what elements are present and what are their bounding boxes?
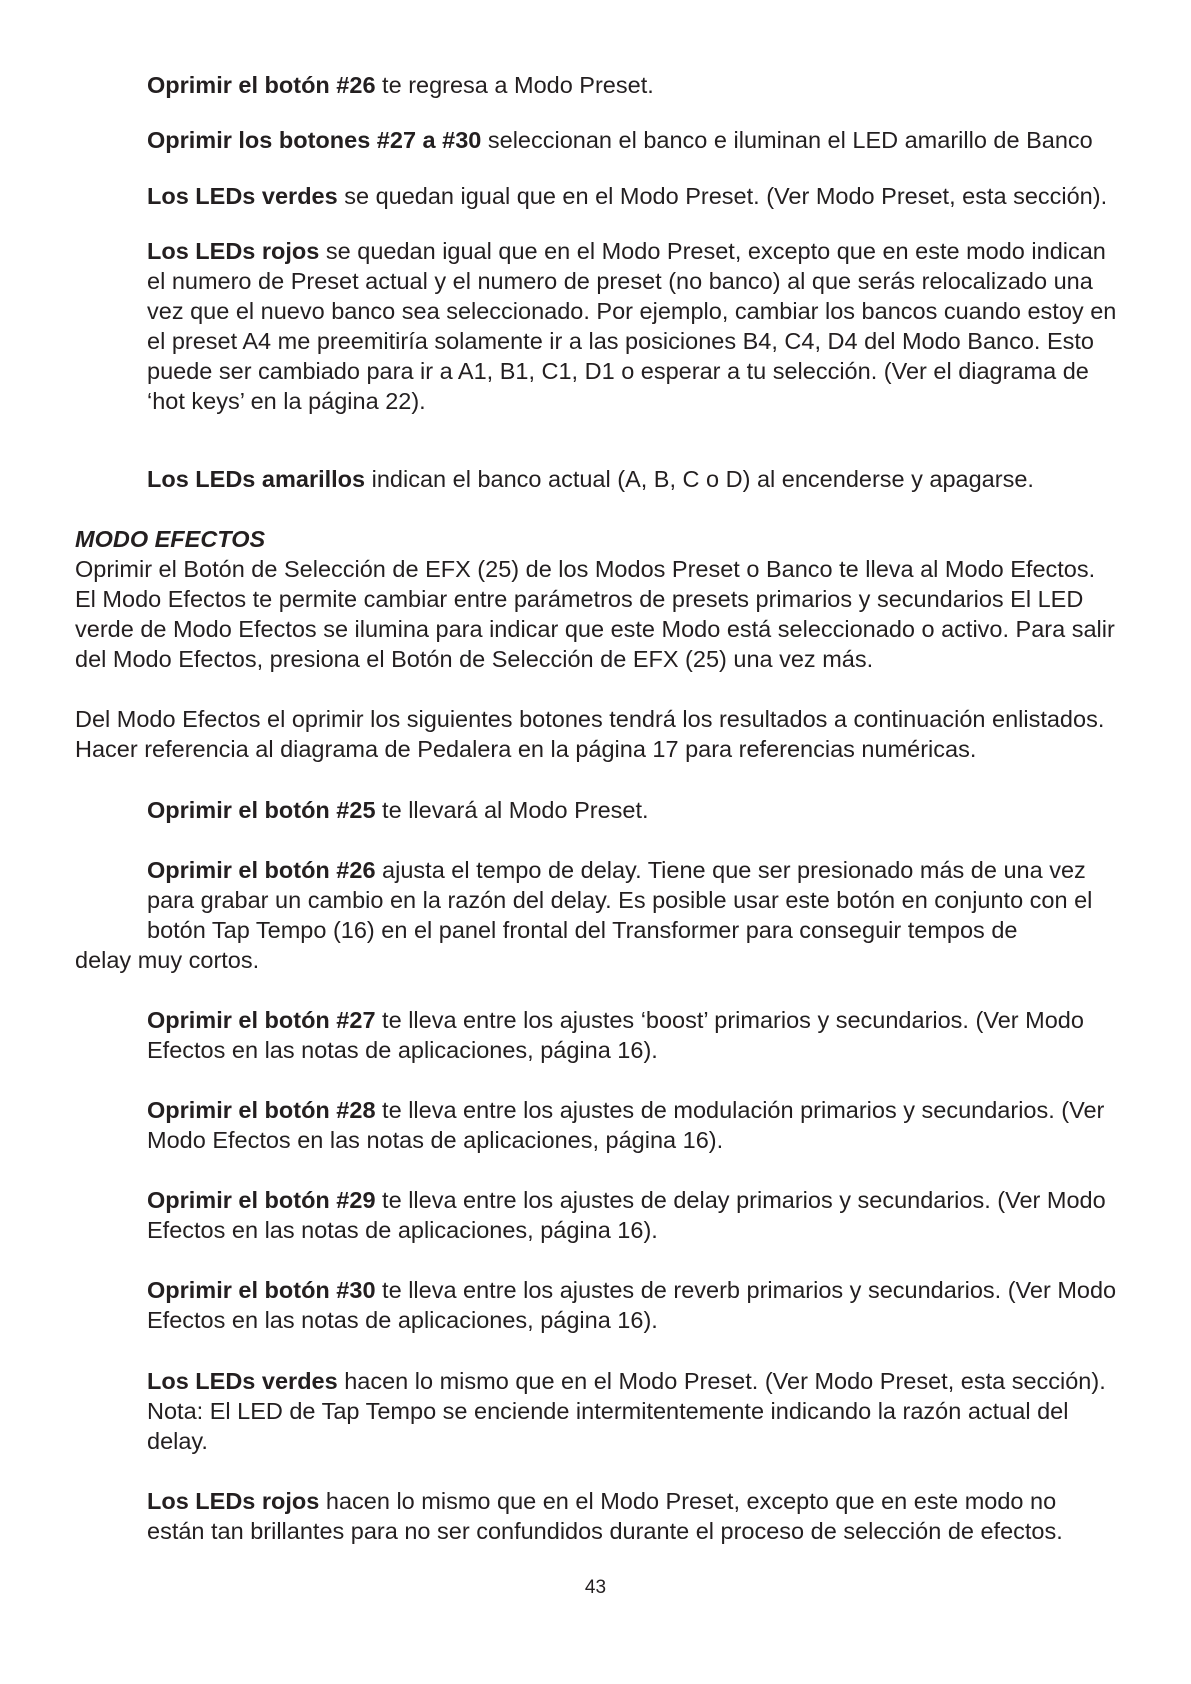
text-line: Oprimir el botón #26 te regresa a Modo Preset. — [147, 72, 654, 98]
text-line: Los LEDs verdes se quedan igual que en el Modo Preset. (Ver Modo Preset, esta sección). — [147, 183, 1108, 209]
text-line: el numero de Preset actual y el numero de preset (no banco) al que serás relocalizado una — [147, 268, 1093, 294]
bold-lead: Oprimir el botón #28 — [147, 1097, 376, 1123]
paragraph-red-leds-effects — [147, 1486, 1167, 1546]
bold-lead: Oprimir el botón #26 — [147, 857, 376, 883]
paragraph-yellow-leds — [147, 464, 1167, 494]
paragraph-effects-mode-buttons — [75, 704, 1167, 764]
bold-lead: Oprimir el botón #25 — [147, 797, 376, 823]
bold-lead: Oprimir el botón #26 — [147, 72, 376, 98]
text-line: delay muy cortos. — [75, 947, 260, 973]
text-line: Oprimir el Botón de Selección de EFX (25) de los Modos Preset o Banco te lleva al Modo Efectos. — [75, 556, 1096, 582]
text-line: Modo Efectos en las notas de aplicaciones, página 16). — [147, 1127, 724, 1153]
paragraph-button-28 — [147, 1095, 1167, 1155]
bold-lead: Los LEDs rojos — [147, 1488, 320, 1514]
text-line: Hacer referencia al diagrama de Pedalera en la página 17 para referencias numéricas. — [75, 736, 977, 762]
text-line: Oprimir el botón #29 te lleva entre los ajustes de delay primarios y secundarios. (Ver Modo — [147, 1187, 1106, 1213]
text-line: el preset A4 me preemitiría solamente ir a las posiciones B4, C4, D4 del Modo Banco. Esto — [147, 328, 1094, 354]
paragraph-red-leds — [147, 236, 1167, 416]
bold-lead: Los LEDs amarillos — [147, 466, 366, 492]
text-line: Los LEDs amarillos indican el banco actual (A, B, C o D) al encenderse y apagarse. — [147, 466, 1034, 492]
text-line: botón Tap Tempo (16) en el panel frontal del Transformer para conseguir tempos de — [147, 917, 1018, 943]
bold-lead: Los LEDs verdes — [147, 1368, 338, 1394]
bold-lead: Los LEDs rojos — [147, 238, 320, 264]
paragraph-button-26-delay — [75, 855, 1167, 975]
text-line: Oprimir el botón #26 ajusta el tempo de delay. Tiene que ser presionado más de una vez — [147, 857, 1086, 883]
text-line: Nota: El LED de Tap Tempo se enciende intermitentemente indicando la razón actual del — [147, 1398, 1069, 1424]
paragraph-green-leds — [147, 181, 1167, 211]
bold-lead: Los LEDs verdes — [147, 183, 338, 209]
bold-lead: Oprimir el botón #29 — [147, 1187, 376, 1213]
text-line: ‘hot keys’ en la página 22). — [147, 388, 426, 414]
text-line: Oprimir los botones #27 a #30 seleccionan el banco e iluminan el LED amarillo de Banco — [147, 127, 1093, 153]
paragraph-button-27 — [147, 1005, 1167, 1065]
text-line: Los LEDs rojos se quedan igual que en el Modo Preset, excepto que en este modo indican — [147, 238, 1106, 264]
bold-lead: Oprimir el botón #27 — [147, 1007, 376, 1033]
text-line: Del Modo Efectos el oprimir los siguientes botones tendrá los resultados a continuación enlistados. — [75, 706, 1105, 732]
text-line: verde de Modo Efectos se ilumina para indicar que este Modo está seleccionado o activo. Para salir — [75, 616, 1115, 642]
bold-lead: Oprimir el botón #30 — [147, 1277, 376, 1303]
text-line: delay. — [147, 1428, 208, 1454]
text-line: Oprimir el botón #25 te llevará al Modo Preset. — [147, 797, 649, 823]
paragraph-buttons-27-30 — [147, 125, 1167, 155]
page-number: 43 — [584, 1577, 607, 1598]
paragraph-effects-mode-intro — [75, 554, 1167, 674]
paragraph-button-29 — [147, 1185, 1167, 1245]
text-line: El Modo Efectos te permite cambiar entre parámetros de presets primarios y secundarios El LED — [75, 586, 1084, 612]
bold-lead: Oprimir los botones #27 a #30 — [147, 127, 482, 153]
text-line: están tan brillantes para no ser confundidos durante el proceso de selección de efectos. — [147, 1518, 1063, 1544]
text-line: Oprimir el botón #30 te lleva entre los ajustes de reverb primarios y secundarios. (Ver Modo — [147, 1277, 1117, 1303]
text-line: Efectos en las notas de aplicaciones, página 16). — [147, 1217, 658, 1243]
text-line: Efectos en las notas de aplicaciones, página 16). — [147, 1037, 658, 1063]
text-line: Oprimir el botón #27 te lleva entre los ajustes ‘boost’ primarios y secundarios. (Ver Modo — [147, 1007, 1084, 1033]
text-line: vez que el nuevo banco sea seleccionado. Por ejemplo, cambiar los bancos cuando estoy en — [147, 298, 1117, 324]
paragraph-button-26-preset — [147, 70, 1167, 100]
text-line: Efectos en las notas de aplicaciones, página 16). — [147, 1307, 658, 1333]
text-line: Oprimir el botón #28 te lleva entre los ajustes de modulación primarios y secundarios. (Ver — [147, 1097, 1105, 1123]
text-line: puede ser cambiado para ir a A1, B1, C1, D1 o esperar a tu selección. (Ver el diagrama de — [147, 358, 1089, 384]
paragraph-button-30 — [147, 1275, 1167, 1335]
text-line: para grabar un cambio en la razón del delay. Es posible usar este botón en conjunto con el — [147, 887, 1093, 913]
text-line: Los LEDs verdes hacen lo mismo que en el Modo Preset. (Ver Modo Preset, esta sección). — [147, 1368, 1106, 1394]
paragraph-button-25 — [147, 795, 1167, 825]
text-line: Los LEDs rojos hacen lo mismo que en el Modo Preset, excepto que en este modo no — [147, 1488, 1057, 1514]
paragraph-green-leds-effects — [147, 1366, 1167, 1456]
section-heading: MODO EFECTOS — [75, 526, 266, 552]
text-line: del Modo Efectos, presiona el Botón de Selección de EFX (25) una vez más. — [75, 646, 874, 672]
